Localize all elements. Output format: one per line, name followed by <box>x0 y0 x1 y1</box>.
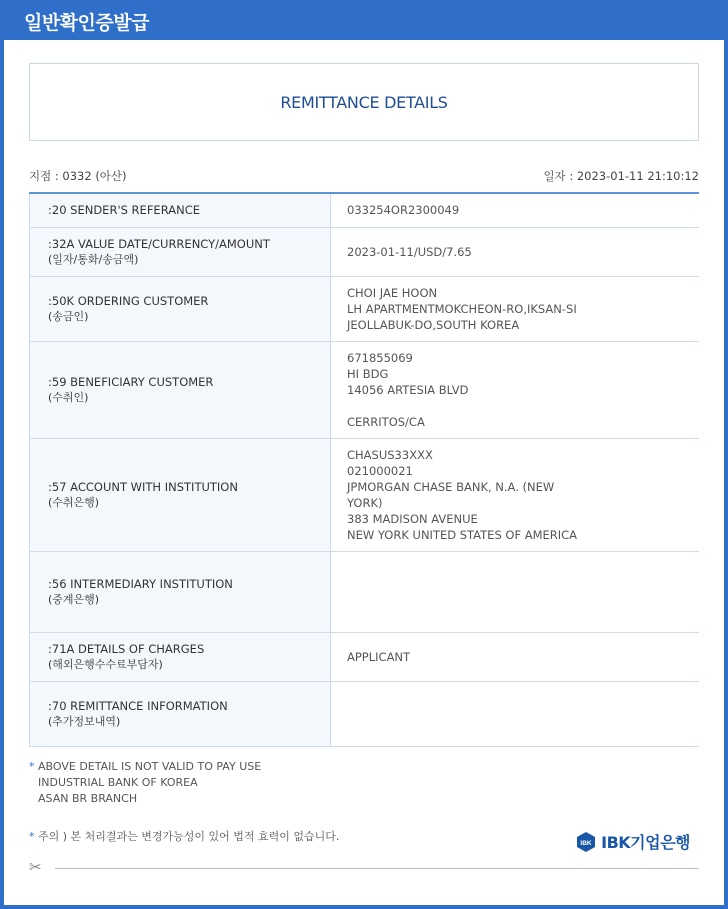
field-label-en: :57 ACCOUNT WITH INSTITUTION <box>48 479 238 494</box>
field-value <box>331 632 700 681</box>
field-label-ko: (추가정보내역) <box>48 714 121 728</box>
field-value <box>331 438 700 551</box>
field-label-ko: (수취은행) <box>48 495 100 509</box>
logo-text: IBK기업은행 <box>601 833 690 852</box>
detail-row <box>30 276 700 341</box>
ibk-mark-icon <box>575 831 597 853</box>
field-value-line: APPLICANT <box>347 649 411 664</box>
field-label <box>30 193 331 227</box>
field-value-line: YORK) <box>347 495 383 510</box>
legal-caution: * 주의 ) 본 처리결과는 변경가능성이 있어 법적 효력이 없습니다. <box>29 830 340 843</box>
field-value <box>331 193 700 227</box>
cut-line <box>29 860 699 876</box>
field-value-line: CHOI JAE HOON <box>347 285 438 300</box>
validity-notes <box>29 759 261 807</box>
field-label <box>30 276 331 341</box>
field-value-line: 033254OR2300049 <box>347 203 460 218</box>
field-label-ko: (해외은행수수료부담자) <box>48 657 163 671</box>
document-title: REMITTANCE DETAILS <box>280 92 448 112</box>
field-label <box>30 438 331 551</box>
title-bar <box>0 0 728 40</box>
field-label-ko: (일자/통화/송금액) <box>48 252 139 266</box>
field-value <box>331 551 700 632</box>
field-label-en: :56 INTERMEDIARY INSTITUTION <box>48 576 233 591</box>
field-value-line: 671855069 <box>347 350 413 365</box>
field-value <box>331 276 700 341</box>
branch-info: 지점 : 0332 (아산) <box>29 169 127 183</box>
field-value <box>331 227 700 276</box>
field-label-en: :59 BENEFICIARY CUSTOMER <box>48 374 214 389</box>
field-value-line: HI BDG <box>347 366 389 381</box>
field-label <box>30 632 331 681</box>
field-label-ko: (수취인) <box>48 390 89 404</box>
field-value-line: 2023-01-11/USD/7.65 <box>347 244 472 259</box>
field-label <box>30 551 331 632</box>
field-value-line: NEW YORK UNITED STATES OF AMERICA <box>347 527 578 542</box>
field-value-line: CERRITOS/CA <box>347 414 425 429</box>
field-value-line: JPMORGAN CHASE BANK, N.A. (NEW <box>347 479 555 494</box>
issue-date: 일자 : 2023-01-11 21:10:12 <box>543 169 699 183</box>
field-label-en: :32A VALUE DATE/CURRENCY/AMOUNT <box>48 236 270 251</box>
note-line-1: * ABOVE DETAIL IS NOT VALID TO PAY USE <box>29 760 262 773</box>
field-label-en: :50K ORDERING CUSTOMER <box>48 293 209 308</box>
detail-row <box>30 632 700 681</box>
field-value-line: 14056 ARTESIA BLVD <box>347 382 469 397</box>
note-line-3: ASAN BR BRANCH <box>38 792 138 805</box>
field-value-line: CHASUS33XXX <box>347 447 433 462</box>
detail-row <box>30 227 700 276</box>
cut-divider <box>55 868 699 869</box>
note-line-2: INDUSTRIAL BANK OF KOREA <box>38 776 198 789</box>
caution-text: 주의 ) 본 처리결과는 변경가능성이 있어 법적 효력이 없습니다. <box>38 830 340 843</box>
detail-row <box>30 341 700 438</box>
field-value-line <box>347 398 699 414</box>
document-title-box <box>29 63 699 141</box>
detail-row <box>30 193 700 227</box>
detail-row <box>30 681 700 746</box>
field-value <box>331 341 700 438</box>
field-value-line: JEOLLABUK-DO,SOUTH KOREA <box>347 317 520 332</box>
remittance-details-table <box>29 192 699 747</box>
field-label-en: :70 REMITTANCE INFORMATION <box>48 698 228 713</box>
field-label <box>30 341 331 438</box>
field-value-line: 383 MADISON AVENUE <box>347 511 478 526</box>
field-label-ko: (송금인) <box>48 309 89 323</box>
scissors-icon: ✂ <box>29 858 42 876</box>
field-value-line: LH APARTMENTMOKCHEON-RO,IKSAN-SI <box>347 301 577 316</box>
field-label <box>30 227 331 276</box>
detail-row <box>30 438 700 551</box>
field-label-ko: (중계은행) <box>48 592 100 606</box>
field-label <box>30 681 331 746</box>
field-value <box>331 681 700 746</box>
window-title: 일반확인증발급 <box>24 12 149 34</box>
detail-row <box>30 551 700 632</box>
field-label-en: :20 SENDER'S REFERANCE <box>48 203 200 218</box>
field-label-en: :71A DETAILS OF CHARGES <box>48 641 205 656</box>
field-value-line: 021000021 <box>347 463 413 478</box>
svg-text:IBK: IBK <box>580 839 592 847</box>
ibk-logo <box>575 830 690 853</box>
